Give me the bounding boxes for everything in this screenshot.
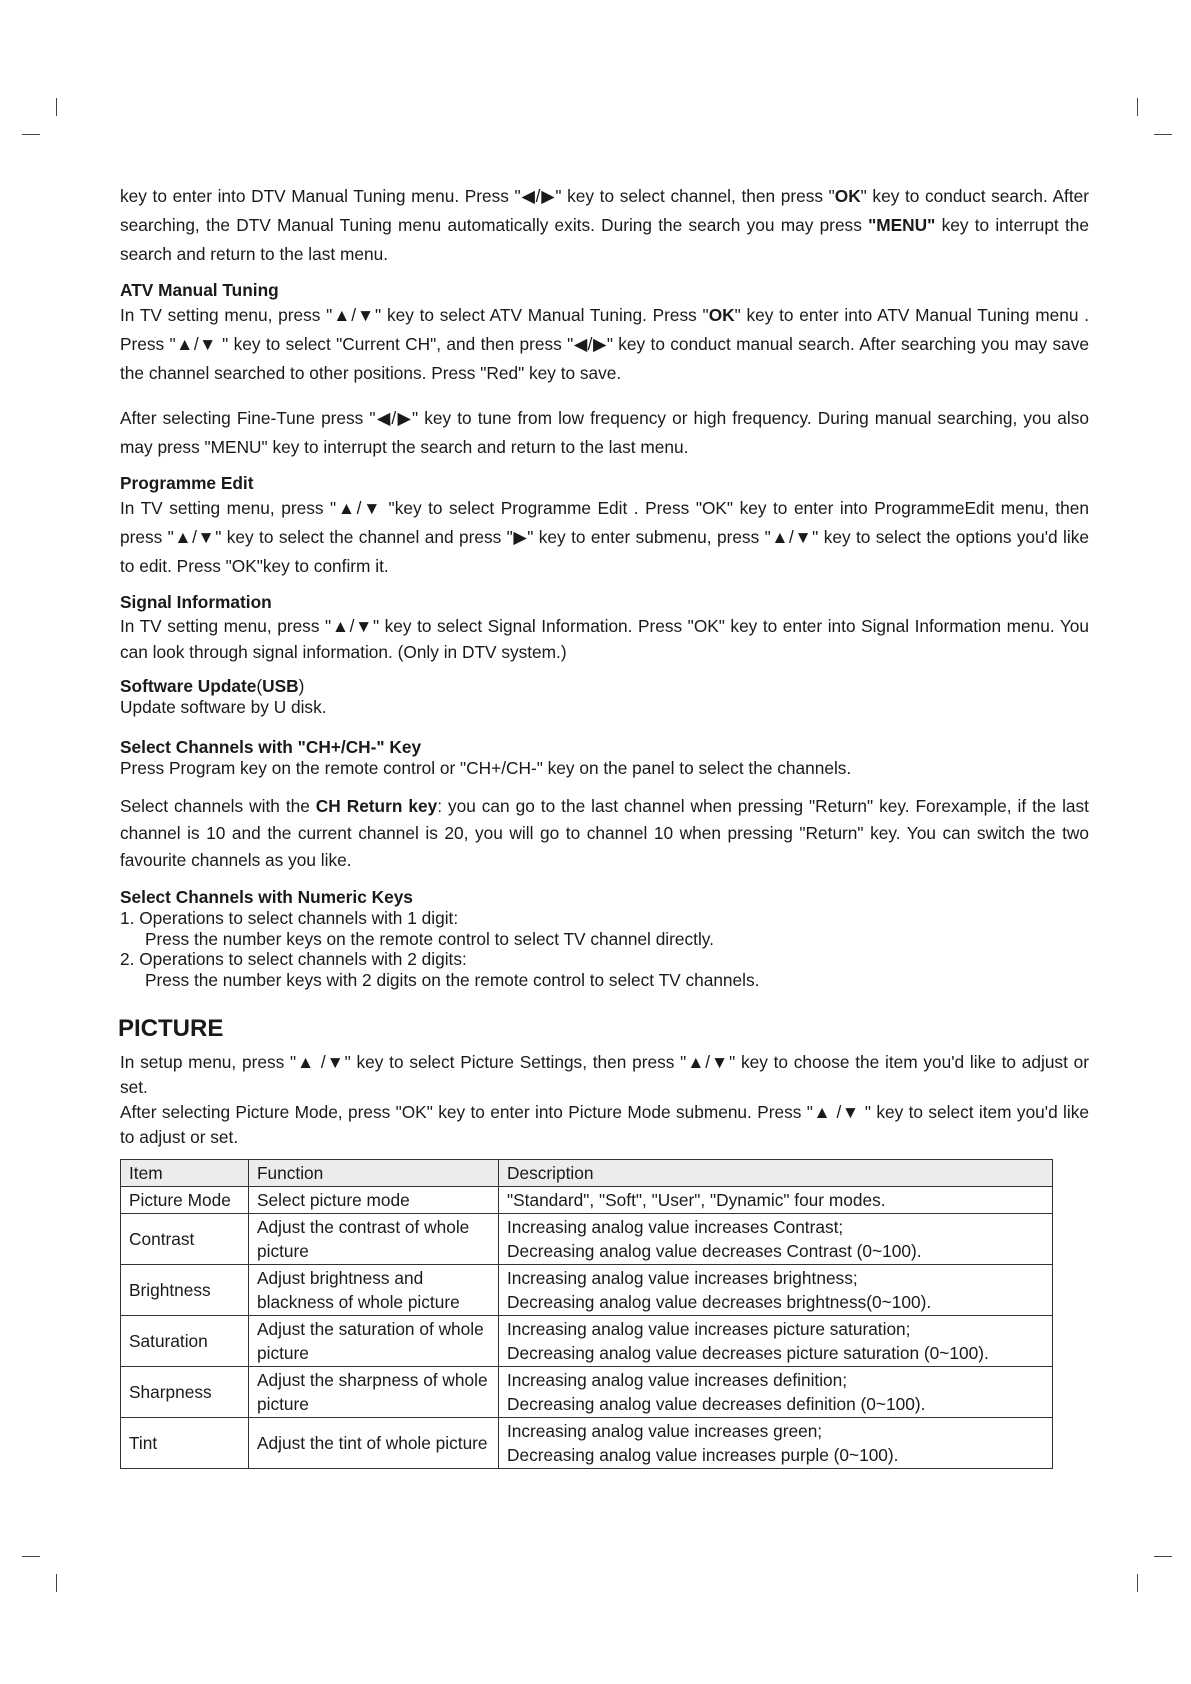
table-row: [121, 1187, 1053, 1214]
crop-mark: [22, 134, 40, 135]
table-header-cell: Description: [499, 1160, 1053, 1187]
crop-mark: [56, 98, 57, 116]
picture-paragraph-2: After selecting Picture Mode, press "OK" key to enter into Picture Mode submenu. Press "▲ /▼ " key to select item you'd like to adjust or set.: [120, 1102, 1089, 1147]
crop-mark: [22, 1556, 40, 1557]
table-row: [121, 1316, 1053, 1367]
table-row: [121, 1265, 1053, 1316]
signal-information-heading: Signal Information: [120, 592, 272, 612]
table-cell: Adjust the tint of whole picture: [249, 1418, 499, 1469]
table-row: [121, 1418, 1053, 1469]
list-item: 2. Operations to select channels with 2 digits:: [120, 949, 467, 969]
list-item: Press the number keys on the remote control to select TV channel directly.: [145, 928, 714, 949]
picture-paragraph-1: In setup menu, press "▲ /▼" key to select Picture Settings, then press "▲/▼" key to choose the item you'd like to adjust or set.: [120, 1052, 1089, 1097]
table-row: [121, 1367, 1053, 1418]
table-cell: Contrast: [121, 1214, 249, 1265]
table-cell: Increasing analog value increases green; Decreasing analog value increases purple (0~100).: [499, 1418, 1053, 1469]
table-cell: Picture Mode: [121, 1187, 249, 1214]
picture-settings-table: [120, 1159, 1053, 1469]
table-header-cell: Function: [249, 1160, 499, 1187]
crop-mark: [1154, 134, 1172, 135]
crop-mark: [1154, 1556, 1172, 1557]
table-cell: Adjust brightness and blackness of whole picture: [249, 1265, 499, 1316]
crop-mark: [56, 1574, 57, 1592]
ch-key-paragraph: Press Program key on the remote control or "CH+/CH-" key on the panel to select the channels.: [120, 758, 852, 778]
table-header-row: [121, 1160, 1053, 1187]
crop-mark: [1137, 1574, 1138, 1592]
table-cell: Increasing analog value increases picture saturation; Decreasing analog value decreases picture saturation (0~100).: [499, 1316, 1053, 1367]
signal-information-paragraph: In TV setting menu, press "▲/▼" key to select Signal Information. Press "OK" key to enter into Signal Information menu. You can look through signal information. (Only in DTV system.): [120, 616, 1089, 662]
table-cell: Increasing analog value increases Contrast; Decreasing analog value decreases Contrast (0~100).: [499, 1214, 1053, 1265]
table-header-cell: Item: [121, 1160, 249, 1187]
table-cell: "Standard", "Soft", "User", "Dynamic" four modes.: [499, 1187, 1053, 1214]
software-update-paragraph: Update software by U disk.: [120, 697, 327, 717]
list-item: 1. Operations to select channels with 1 digit:: [120, 908, 459, 928]
crop-mark: [1137, 98, 1138, 116]
table-cell: Tint: [121, 1418, 249, 1469]
ch-return-paragraph: Select channels with the CH Return key: you can go to the last channel when pressing "Return" key. Forexample, if the last channel is 10 and the current channel is 20, you will go to channel 10 when pressing "Return" key. You can switch the two favourite channels as you like.: [120, 796, 1089, 870]
table-cell: Brightness: [121, 1265, 249, 1316]
table-row: [121, 1214, 1053, 1265]
fine-tune-paragraph: After selecting Fine-Tune press "◀/▶" key to tune from low frequency or high frequency. During manual searching, you also may press "MENU" key to interrupt the search and return to the last menu.: [120, 408, 1089, 457]
ch-key-heading: Select Channels with "CH+/CH-" Key: [120, 737, 422, 757]
table-cell: Adjust the saturation of whole picture: [249, 1316, 499, 1367]
dtv-manual-tuning-paragraph: key to enter into DTV Manual Tuning menu. Press "◀/▶" key to select channel, then press "OK" key to conduct search. After searching, the DTV Manual Tuning menu automatically exits. During the search you may press "MENU" key to interrupt the search and return to the last menu.: [120, 186, 1089, 264]
numeric-keys-heading: Select Channels with Numeric Keys: [120, 887, 413, 907]
table-cell: Adjust the contrast of whole picture: [249, 1214, 499, 1265]
programme-edit-paragraph: In TV setting menu, press "▲/▼ "key to select Programme Edit . Press "OK" key to enter into ProgrammeEdit menu, then press "▲/▼" key to select the channel and press "▶" key to enter submenu, press "▲/▼" key to select the options you'd like to edit. Press "OK"key to confirm it.: [120, 498, 1089, 576]
table-cell: Sharpness: [121, 1367, 249, 1418]
table-cell: Adjust the sharpness of whole picture: [249, 1367, 499, 1418]
table-cell: Increasing analog value increases brightness; Decreasing analog value decreases brightness(0~100).: [499, 1265, 1053, 1316]
picture-heading: PICTURE: [118, 1015, 224, 1042]
table-cell: Increasing analog value increases definition; Decreasing analog value decreases definition (0~100).: [499, 1367, 1053, 1418]
atv-manual-tuning-heading: ATV Manual Tuning: [120, 280, 279, 300]
manual-page: [120, 182, 1089, 1469]
table-cell: Select picture mode: [249, 1187, 499, 1214]
programme-edit-heading: Programme Edit: [120, 473, 254, 493]
software-update-heading: Software Update(USB): [120, 676, 305, 696]
atv-manual-tuning-paragraph: In TV setting menu, press "▲/▼" key to select ATV Manual Tuning. Press "OK" key to enter into ATV Manual Tuning menu . Press "▲/▼ " key to select "Current CH", and then press "◀/▶" key to conduct manual search. After searching you may save the channel searched to other positions. Press "Red" key to save.: [120, 305, 1090, 383]
table-cell: Saturation: [121, 1316, 249, 1367]
list-item: Press the number keys with 2 digits on the remote control to select TV channels.: [145, 969, 760, 990]
